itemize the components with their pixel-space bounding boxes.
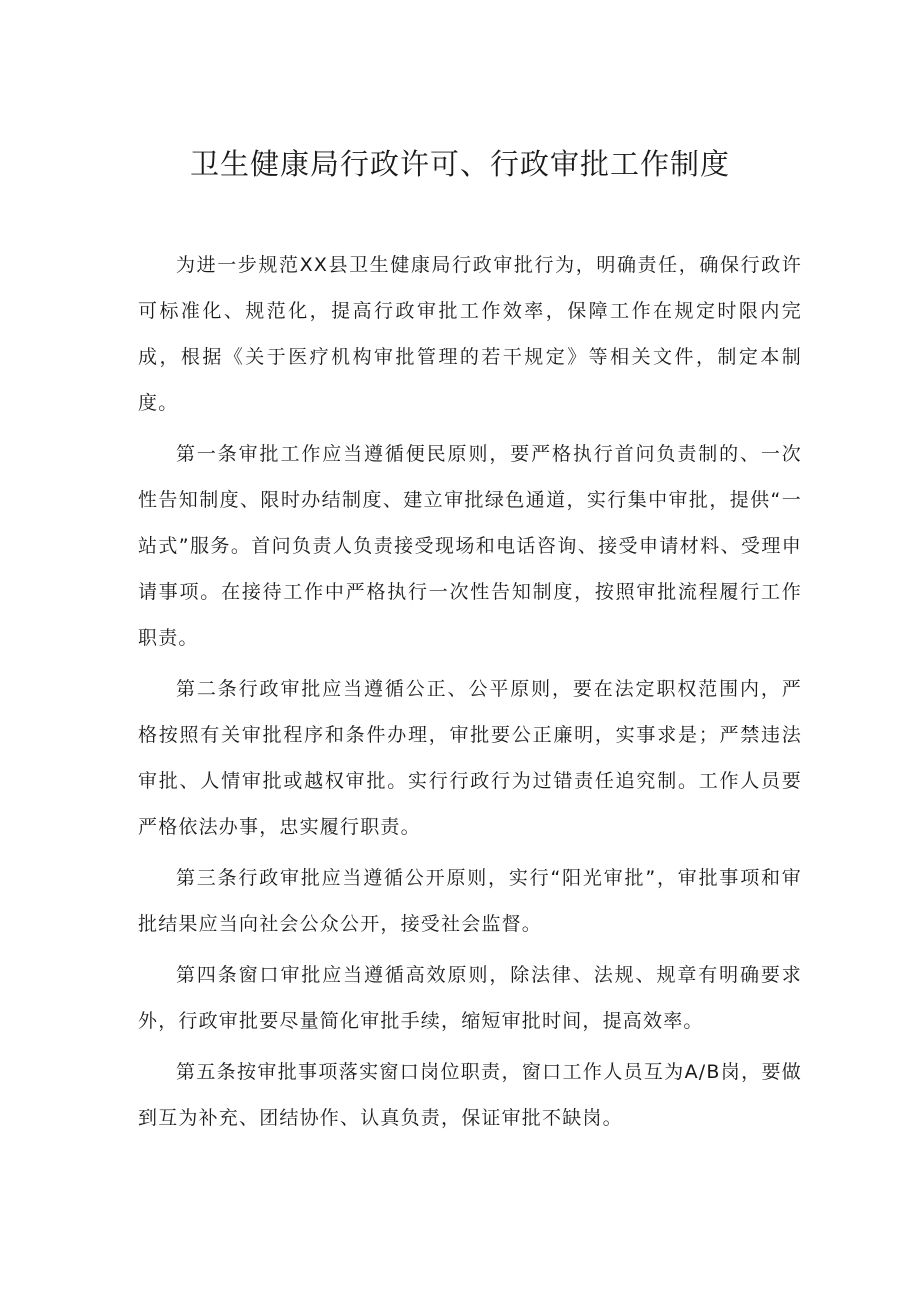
paragraph-article-2: 第二条行政审批应当遵循公正、公平原则，要在法定职权范围内，严格按照有关审批程序和条件办理，审批要公正廉明，实事求是；严禁违法审批、人情审批或越权审批。实行行政行为过错责任追究制。工作人员要严格依法办事，忠实履行职责。 [138,678,802,838]
paragraph-article-3: 第三条行政审批应当遵循公开原则，实行“阳光审批”，审批事项和审批结果应当向社会公众公开，接受社会监督。 [138,867,802,935]
paragraph-article-5: 第五条按审批事项落实窗口岗位职责，窗口工作人员互为A/B岗，要做到互为补充、团结协作、认真负责，保证审批不缺岗。 [138,1061,802,1129]
document-title: 卫生健康局行政许可、行政审批工作制度 [189,147,730,181]
document-body [138,242,802,1146]
paragraph-article-1: 第一条审批工作应当遵循便民原则，要严格执行首问负责制的、一次性告知制度、限时办结制度、建立审批绿色通道，实行集中审批，提供“一站式”服务。首问负责人负责接受现场和电话咨询、接受申请材料、受理申请事项。在接待工作中严格执行一次性告知制度，按照审批流程履行工作职责。 [138,443,802,649]
paragraph-article-4: 第四条窗口审批应当遵循高效原则，除法律、法规、规章有明确要求外，行政审批要尽量简化审批手续，缩短审批时间，提高效率。 [138,964,802,1032]
paragraph-intro: 为进一步规范XX县卫生健康局行政审批行为，明确责任，确保行政许可标准化、规范化，提高行政审批工作效率，保障工作在规定时限内完成，根据《关于医疗机构审批管理的若干规定》等相关文件，制定本制度。 [138,254,802,414]
